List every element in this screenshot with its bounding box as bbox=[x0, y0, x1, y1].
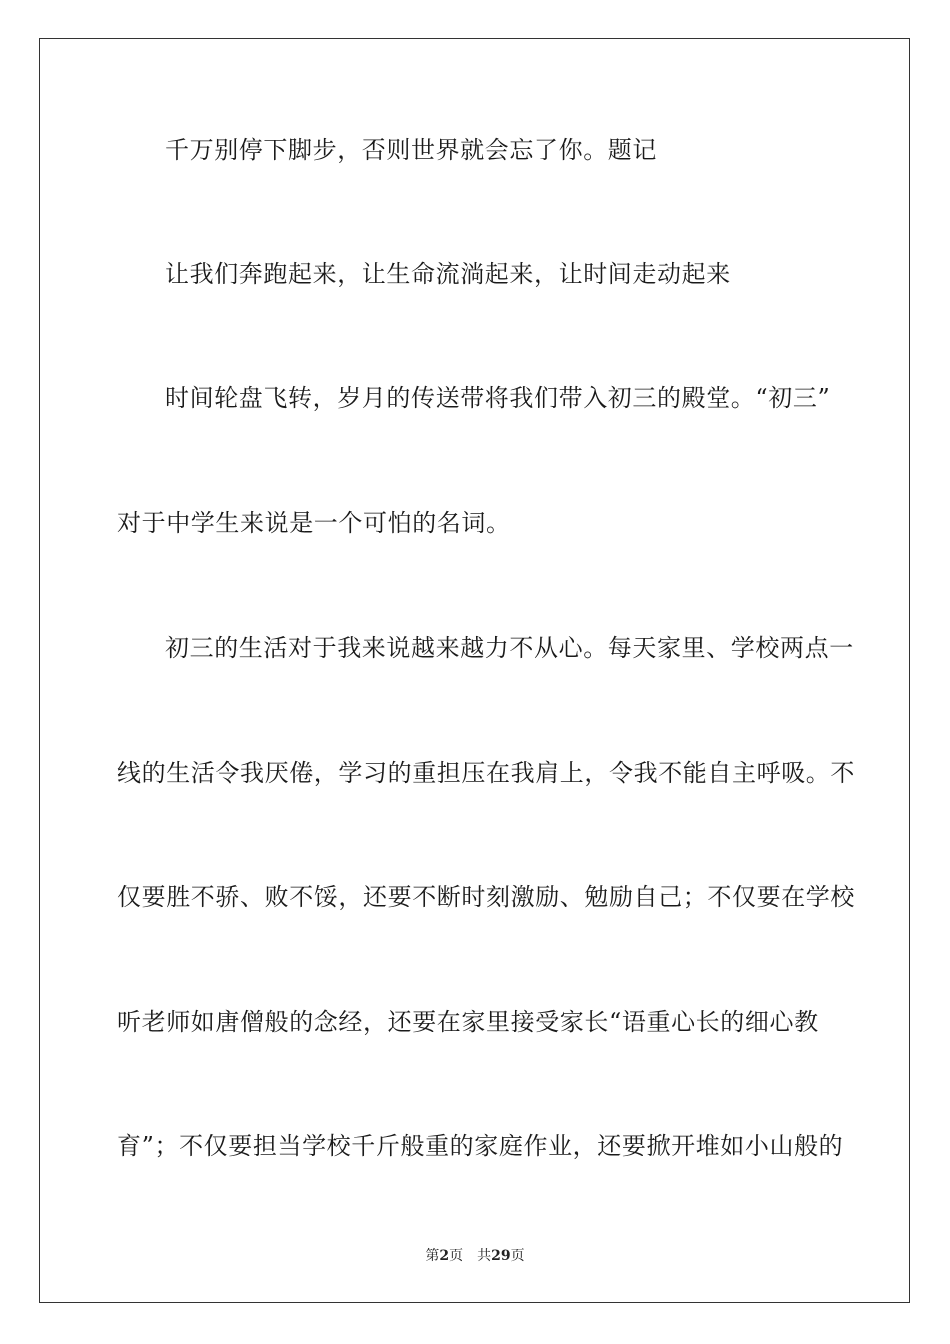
page-label-prefix: 第 bbox=[425, 1248, 440, 1264]
paragraph-line: 听老师如唐僧般的念经，还要在家里接受家长“语重心长的细心教 bbox=[117, 1008, 819, 1036]
paragraph-line: 对于中学生来说是一个可怕的名词。 bbox=[117, 509, 511, 537]
page-label-suffix: 页 bbox=[449, 1248, 464, 1264]
current-page-number: 2 bbox=[439, 1248, 450, 1264]
total-label-suffix: 页 bbox=[510, 1248, 525, 1264]
page-footer bbox=[0, 1246, 950, 1266]
paragraph-line: 线的生活令我厌倦，学习的重担压在我肩上，令我不能自主呼吸。不 bbox=[117, 759, 855, 787]
paragraph-line: 让我们奔跑起来，让生命流淌起来，让时间走动起来 bbox=[165, 260, 731, 288]
paragraph-line: 仅要胜不骄、败不馁，还要不断时刻激励、勉励自己；不仅要在学校 bbox=[117, 883, 855, 911]
total-label-prefix: 共 bbox=[477, 1248, 492, 1264]
paragraph-line: 初三的生活对于我来说越来越力不从心。每天家里、学校两点一 bbox=[165, 634, 854, 662]
page-frame bbox=[39, 38, 910, 1303]
paragraph-line: 育”；不仅要担当学校千斤般重的家庭作业，还要掀开堆如小山般的 bbox=[117, 1132, 844, 1160]
paragraph-line: 时间轮盘飞转，岁月的传送带将我们带入初三的殿堂。“初三” bbox=[165, 384, 831, 412]
total-page-count: 29 bbox=[491, 1248, 511, 1264]
paragraph-line: 千万别停下脚步，否则世界就会忘了你。题记 bbox=[165, 136, 657, 164]
